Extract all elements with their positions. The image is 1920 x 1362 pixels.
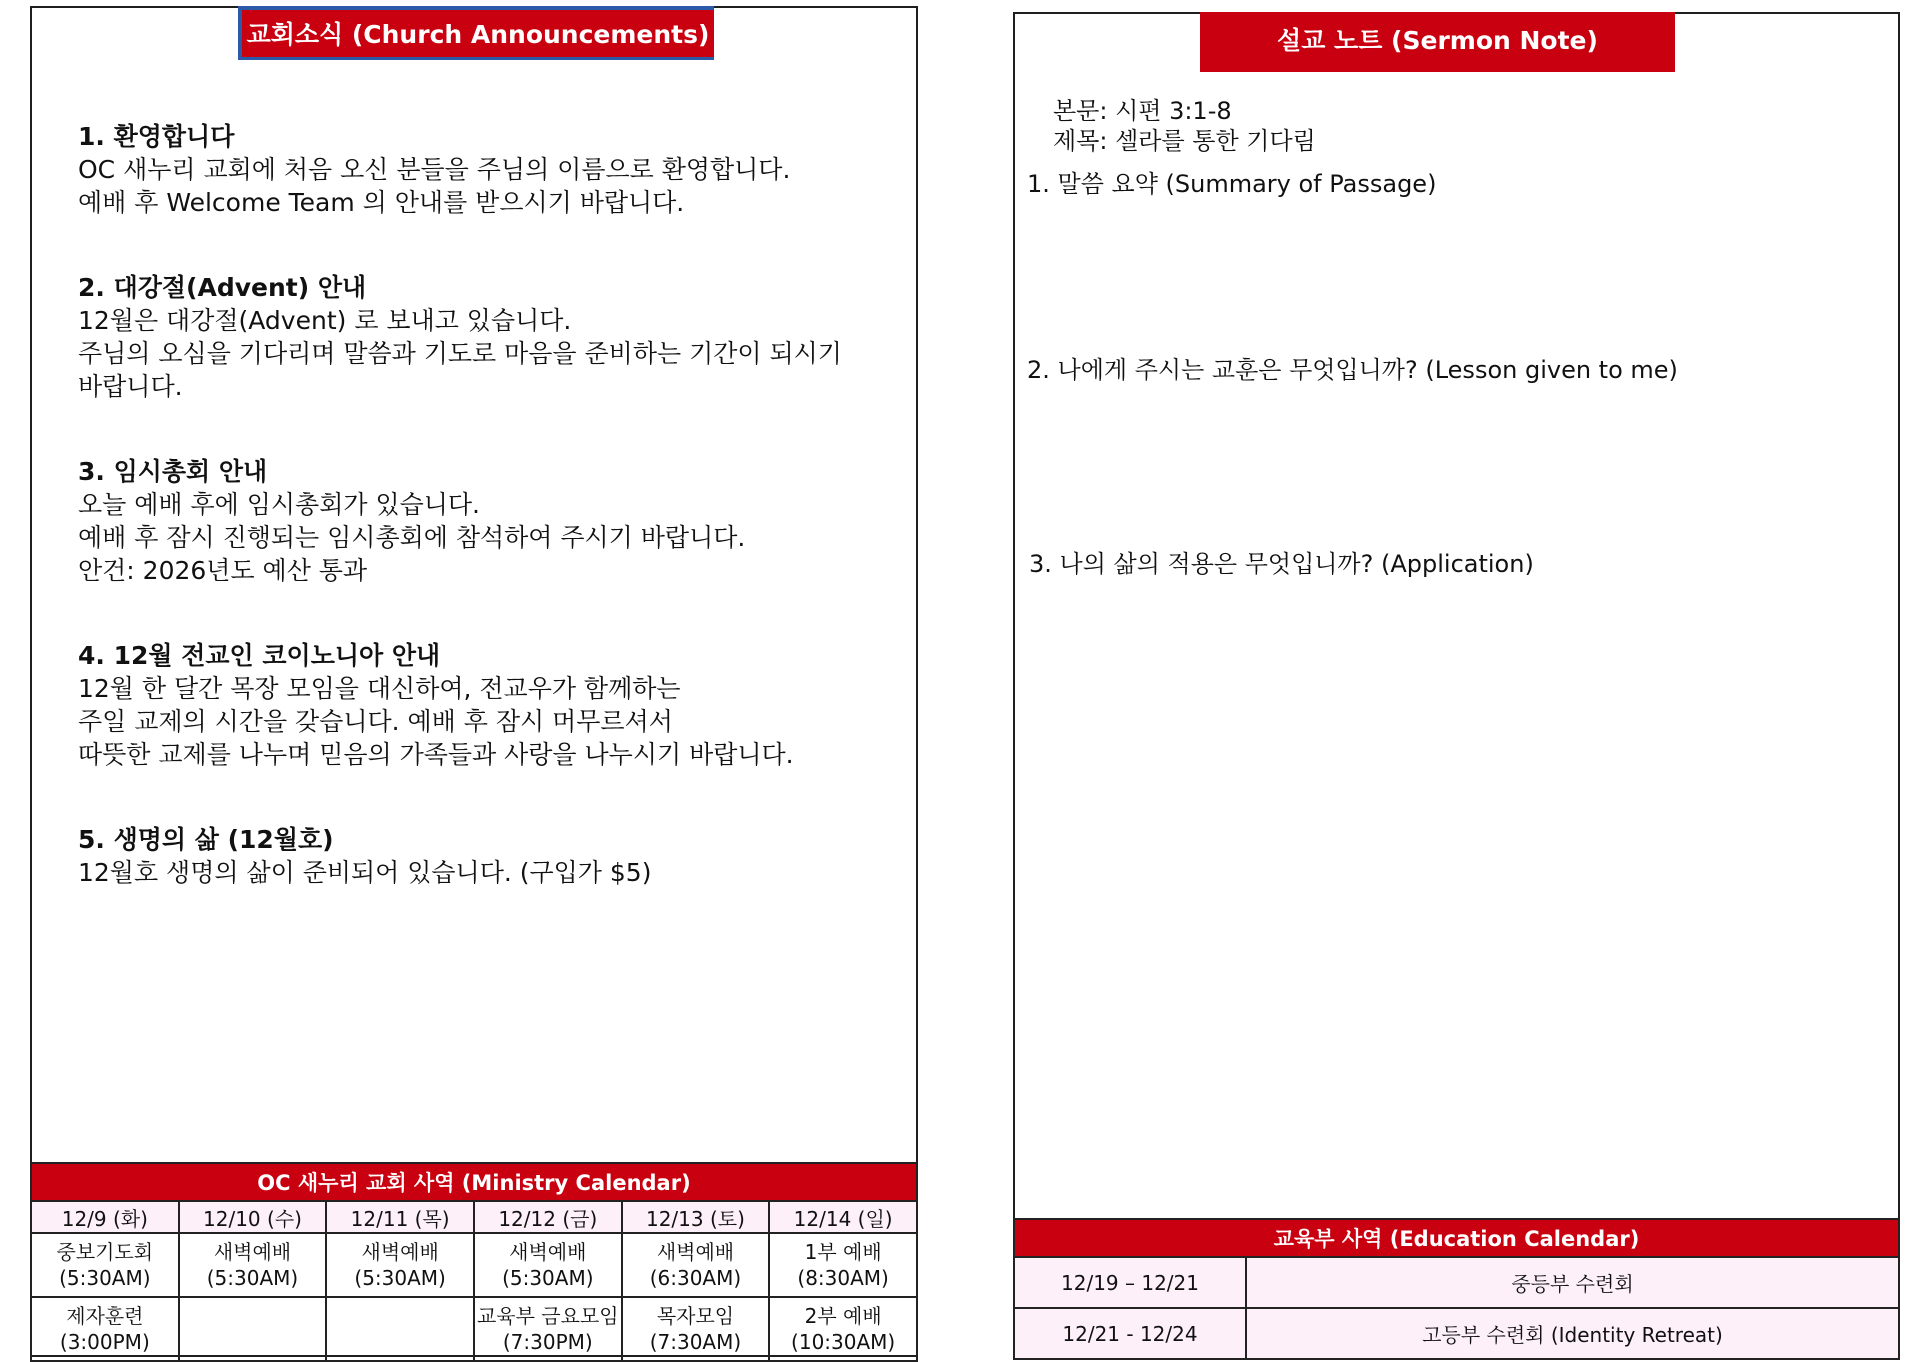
announcement-line: 바랍니다.	[78, 372, 183, 401]
announcement-heading: 3. 임시총회 안내	[78, 457, 268, 486]
calendar-event	[326, 1233, 474, 1297]
announcement-line: 주일 교제의 시간을 갖습니다. 예배 후 잠시 머무르셔서	[78, 707, 673, 736]
calendar-event	[474, 1233, 622, 1297]
event-time: (5:30AM)	[206, 1266, 299, 1290]
event-time: (5:30AM)	[354, 1266, 446, 1290]
sermon-subject: 제목: 셀라를 통한 기다림	[1053, 127, 1316, 155]
calendar-day: 12/12 (금)	[474, 1201, 622, 1233]
calendar-event	[769, 1297, 917, 1361]
event-name: 중보기도회	[56, 1240, 154, 1264]
announcement-heading: 1. 환영합니다	[78, 122, 235, 151]
education-event: 고등부 수련회 (Identity Retreat)	[1246, 1308, 1899, 1359]
sermon-question: 3. 나의 삶의 적용은 무엇입니까? (Application)	[1029, 550, 1534, 578]
sermon-question: 2. 나에게 주시는 교훈은 무엇입니까? (Lesson given to me)	[1027, 356, 1678, 384]
announcement-item	[78, 271, 898, 403]
sermon-passage: 본문: 시편 3:1-8	[1053, 97, 1232, 125]
event-time: (7:30PM)	[502, 1330, 593, 1354]
calendar-day: 12/13 (토)	[622, 1201, 770, 1233]
event-name: 새벽예배	[509, 1240, 587, 1264]
event-name: 2부 예배	[804, 1304, 882, 1328]
event-time: (10:30AM)	[791, 1330, 896, 1354]
announcement-line: 예배 후 잠시 진행되는 임시총회에 참석하여 주시기 바랍니다.	[78, 523, 746, 552]
announcement-item	[78, 823, 898, 889]
announcement-line: 예배 후 Welcome Team 의 안내를 받으시기 바랍니다.	[78, 188, 685, 217]
event-time: (5:30AM)	[502, 1266, 594, 1290]
announcements-panel	[30, 6, 918, 1357]
calendar-event	[179, 1233, 327, 1297]
education-event: 중등부 수련회	[1246, 1257, 1899, 1308]
calendar-event	[474, 1297, 622, 1361]
event-name: 새벽예배	[656, 1240, 735, 1264]
ministry-calendar	[30, 1162, 918, 1362]
event-name: 새벽예배	[361, 1240, 439, 1264]
education-date: 12/19 – 12/21	[1014, 1257, 1246, 1308]
announcements-title: 교회소식 (Church Announcements)	[238, 6, 714, 60]
calendar-day: 12/10 (수)	[179, 1201, 327, 1233]
event-time: (6:30AM)	[649, 1266, 742, 1290]
calendar-event	[31, 1297, 179, 1361]
event-time: (8:30AM)	[797, 1266, 889, 1290]
announcement-line: 12월호 생명의 삶이 준비되어 있습니다. (구입가 $5)	[78, 858, 652, 887]
sermon-note-panel	[1013, 12, 1900, 1357]
announcement-heading: 4. 12월 전교인 코이노니아 안내	[78, 641, 441, 670]
announcement-line: 주님의 오심을 기다리며 말씀과 기도로 마음을 준비하는 기간이 되시기	[78, 339, 842, 368]
calendar-event-empty	[179, 1297, 327, 1361]
event-name: 새벽예배	[213, 1240, 292, 1264]
announcement-item	[78, 455, 898, 587]
event-time: (5:30AM)	[59, 1266, 151, 1290]
announcement-line: OC 새누리 교회에 처음 오신 분들을 주님의 이름으로 환영합니다.	[78, 155, 791, 184]
calendar-day: 12/14 (일)	[769, 1201, 917, 1233]
event-time: (7:30AM)	[649, 1330, 742, 1354]
announcement-line: 따뜻한 교제를 나누며 믿음의 가족들과 사랑을 나누시기 바랍니다.	[78, 740, 794, 769]
calendar-day: 12/9 (화)	[31, 1201, 179, 1233]
calendar-event	[622, 1297, 770, 1361]
announcement-item	[78, 120, 898, 219]
event-name: 제자훈련	[66, 1304, 144, 1328]
education-date: 12/21 - 12/24	[1014, 1308, 1246, 1359]
announcement-line: 12월은 대강절(Advent) 로 보내고 있습니다.	[78, 306, 572, 335]
sermon-question: 1. 말씀 요약 (Summary of Passage)	[1027, 170, 1437, 198]
calendar-event	[31, 1233, 179, 1297]
ministry-calendar-title: OC 새누리 교회 사역 (Ministry Calendar)	[31, 1163, 917, 1201]
calendar-day: 12/11 (목)	[326, 1201, 474, 1233]
calendar-event-empty	[326, 1297, 474, 1361]
announcement-heading: 5. 생명의 삶 (12월호)	[78, 825, 334, 854]
education-calendar	[1013, 1218, 1900, 1360]
event-name: 목자모임	[656, 1304, 735, 1328]
event-time: (3:00PM)	[59, 1330, 150, 1354]
announcement-line: 안건: 2026년도 예산 통과	[78, 556, 368, 585]
calendar-event	[769, 1233, 917, 1297]
event-name: 교육부 금요모임	[476, 1304, 619, 1328]
education-calendar-title: 교육부 사역 (Education Calendar)	[1014, 1219, 1899, 1257]
announcement-item	[78, 639, 898, 771]
sermon-note-title: 설교 노트 (Sermon Note)	[1200, 12, 1675, 72]
announcement-list	[78, 120, 898, 941]
announcement-line: 오늘 예배 후에 임시총회가 있습니다.	[78, 490, 480, 519]
announcement-line: 12월 한 달간 목장 모임을 대신하여, 전교우가 함께하는	[78, 674, 681, 703]
announcement-heading: 2. 대강절(Advent) 안내	[78, 273, 367, 302]
calendar-event	[622, 1233, 770, 1297]
event-name: 1부 예배	[804, 1240, 882, 1264]
